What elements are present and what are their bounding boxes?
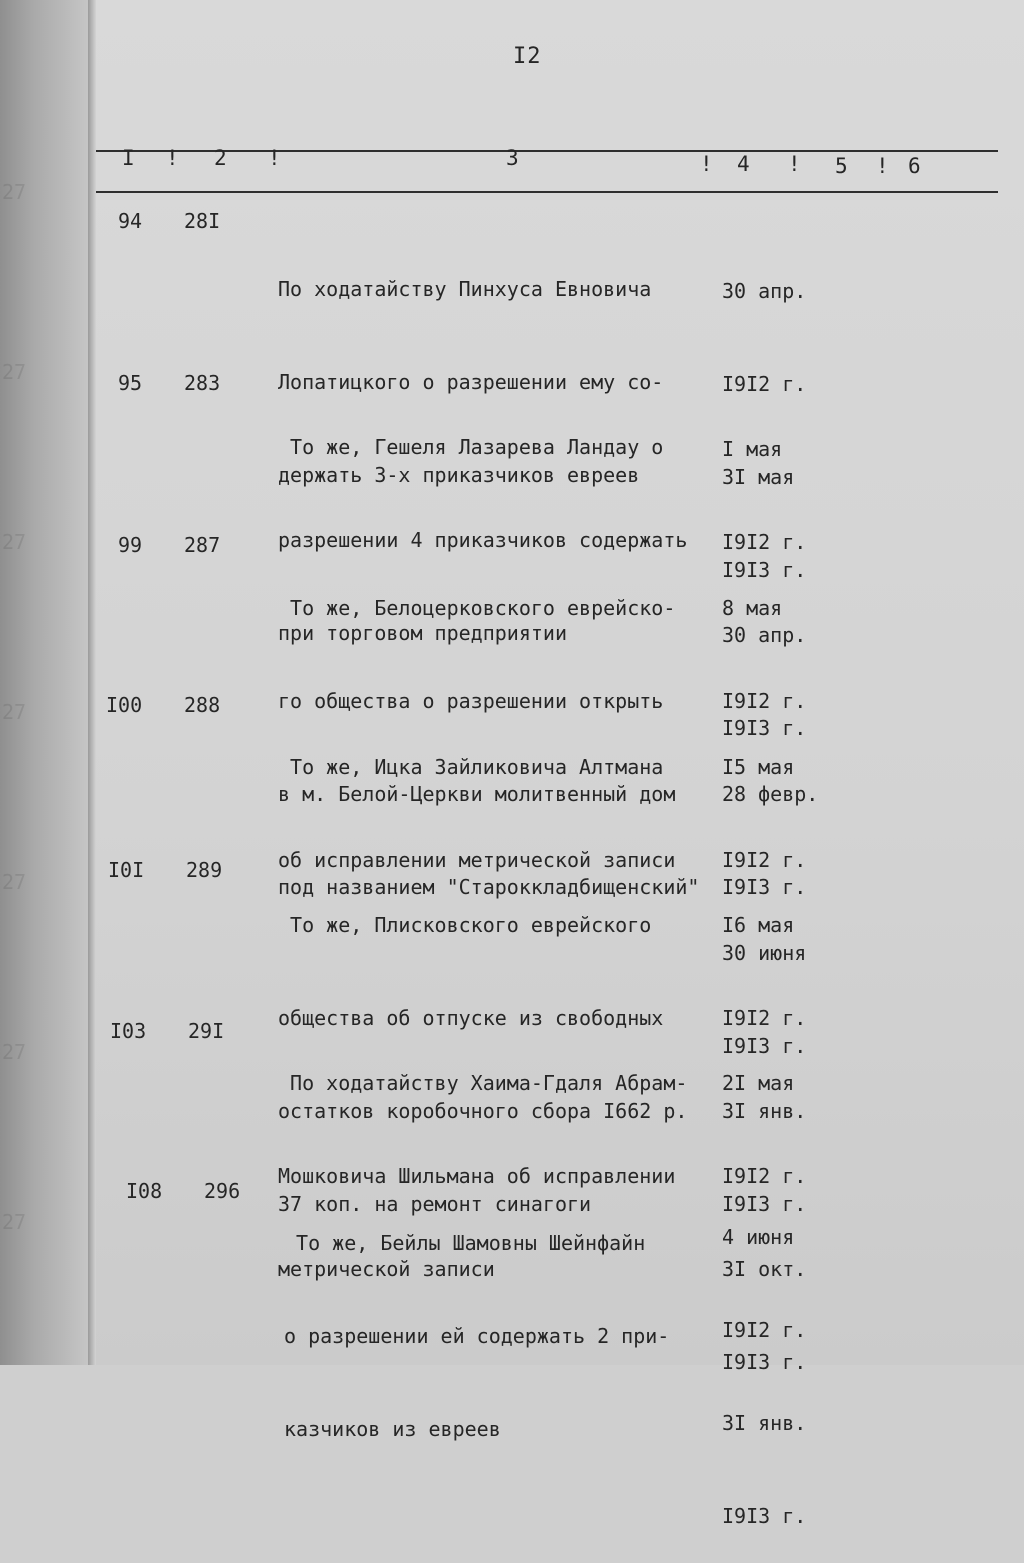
date-line: I9I3 г. xyxy=(722,1192,807,1216)
bleed-through-mark: 27 xyxy=(2,700,27,724)
header-separator: ! xyxy=(876,154,889,178)
bleed-through-mark: 27 xyxy=(2,180,27,204)
description-line: об исправлении метрической записи xyxy=(278,848,676,872)
header-col-4: 4 xyxy=(737,152,750,176)
header-col-2: 2 xyxy=(214,146,227,170)
date-line: 8 мая xyxy=(722,596,783,620)
row-number: 94 xyxy=(118,209,143,233)
bleed-through-mark: 27 xyxy=(2,530,27,554)
description-line: под названием "Староккладбищенский" xyxy=(278,875,700,899)
bleed-through-mark: 27 xyxy=(2,870,27,894)
row-number: I0I xyxy=(108,858,145,882)
row-code: 296 xyxy=(204,1179,241,1203)
description-line: при торговом предприятии xyxy=(278,621,567,645)
page-number: I2 xyxy=(513,44,542,69)
bleed-through-mark: 27 xyxy=(2,1210,27,1234)
date-line: 4 июня xyxy=(722,1225,795,1249)
row-number: I03 xyxy=(110,1019,147,1043)
date-line: 3I мая xyxy=(722,465,795,489)
date-line: I9I2 г. xyxy=(722,1318,807,1342)
header-separator: ! xyxy=(700,152,713,176)
description-line: в м. Белой-Церкви молитвенный дом xyxy=(278,782,676,806)
row-code: 287 xyxy=(184,533,221,557)
description-line: По ходатайству Хаима-Гдаля Абрам- xyxy=(278,1071,688,1095)
description-line: То же, Плисковского еврейского xyxy=(278,913,652,937)
date-line: I9I2 г. xyxy=(722,530,807,554)
row-description xyxy=(284,1166,669,1476)
date-line: I9I3 г. xyxy=(722,875,807,899)
date-line: 3I янв. xyxy=(722,1411,807,1435)
date-line: I9I3 г. xyxy=(722,558,807,582)
header-col-3: 3 xyxy=(506,146,519,170)
date-line: I9I3 г. xyxy=(722,716,807,740)
header-separator: ! xyxy=(166,146,179,170)
row-code: 28I xyxy=(184,209,221,233)
description-line: общества об отпуске из свободных xyxy=(278,1006,664,1030)
date-line: I9I3 г. xyxy=(722,1034,807,1058)
date-line: 3I окт. xyxy=(722,1257,807,1281)
row-dates xyxy=(722,1160,806,1563)
row-code: 288 xyxy=(184,693,221,717)
row-code: 283 xyxy=(184,371,221,395)
description-line: о разрешении ей содержать 2 при- xyxy=(284,1324,670,1348)
date-line: I9I2 г. xyxy=(722,689,807,713)
row-number: 99 xyxy=(118,533,143,557)
date-line: I5 мая xyxy=(722,755,795,779)
description-line: разрешении 4 приказчиков содержать xyxy=(278,528,688,552)
row-code: 289 xyxy=(186,858,223,882)
date-line: I9I3 г. xyxy=(722,1350,807,1374)
date-line: I9I2 г. xyxy=(722,1164,807,1188)
date-line: I9I2 г. xyxy=(722,372,807,396)
header-col-6: 6 xyxy=(908,154,921,178)
description-line: Мошковича Шильмана об исправлении xyxy=(278,1164,676,1188)
row-number: 95 xyxy=(118,371,143,395)
date-line: 3I янв. xyxy=(722,1099,807,1123)
date-line: I9I2 г. xyxy=(722,1006,807,1030)
row-number: I00 xyxy=(106,693,143,717)
description-line: го общества о разрешении открыть xyxy=(278,689,664,713)
date-line: 30 апр. xyxy=(722,623,807,647)
header-separator: ! xyxy=(788,152,801,176)
description-line: остатков коробочного сбора I662 р. xyxy=(278,1099,688,1123)
description-line: 37 коп. на ремонт синагоги xyxy=(278,1192,592,1216)
header-col-1: I xyxy=(122,146,135,170)
description-line: По ходатайству Пинхуса Евновича xyxy=(278,277,652,301)
bleed-through-mark: 27 xyxy=(2,1040,27,1064)
date-line: I9I3 г. xyxy=(722,1504,807,1528)
header-separator: ! xyxy=(268,146,281,170)
date-line: 28 февр. xyxy=(722,782,819,806)
description-line: казчиков из евреев xyxy=(284,1417,501,1441)
row-number: I08 xyxy=(126,1179,163,1203)
description-line: метрической записи xyxy=(278,1257,495,1281)
header-col-5: 5 xyxy=(835,154,848,178)
description-line: Лопатицкого о разрешении ему со- xyxy=(278,370,664,394)
date-line: I9I2 г. xyxy=(722,848,807,872)
description-line: То же, Гешеля Лазарева Ландау о xyxy=(278,435,664,459)
page-edge xyxy=(88,0,96,1365)
description-line: То же, Ицка Зайликовича Алтмана xyxy=(278,755,664,779)
header-top-rule xyxy=(96,150,998,152)
description-line: То же, Белоцерковского еврейско- xyxy=(278,596,676,620)
binding-shadow xyxy=(0,0,95,1365)
description-line: держать 3-х приказчиков евреев xyxy=(278,463,640,487)
date-line: I мая xyxy=(722,437,783,461)
description-line: То же, Бейлы Шамовны Шейнфайн xyxy=(284,1231,646,1255)
date-line: 2I мая xyxy=(722,1071,795,1095)
date-line: 30 июня xyxy=(722,941,807,965)
date-line: I6 мая xyxy=(722,913,795,937)
bleed-through-mark: 27 xyxy=(2,360,27,384)
row-code: 29I xyxy=(188,1019,225,1043)
header-bottom-rule xyxy=(96,191,998,193)
date-line: 30 апр. xyxy=(722,279,807,303)
